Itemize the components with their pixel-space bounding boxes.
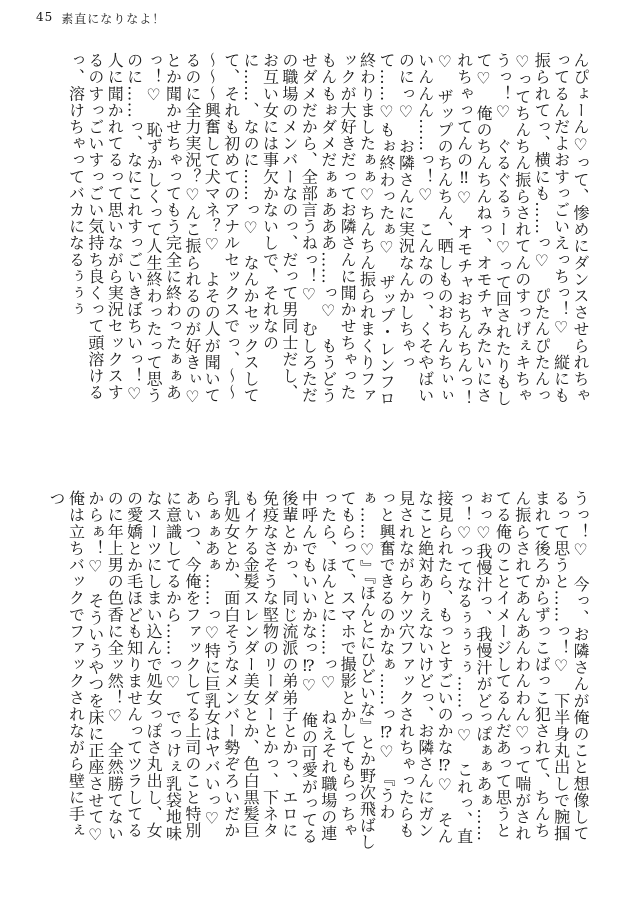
lower-text-block [47,490,590,862]
page-header [36,10,165,27]
page-number: 45 [36,10,54,24]
running-title: 素直になりなよ！ [61,12,166,26]
upper-body-text: んぴょーん♡って、惨めにダンスさせられちゃってるんだよおすっごいえっちっ！♡ 縦にも振られてっ、横にも……っ♡ ぴたんぴたんっ♡ってちんちん振らされてんのすっげぇキちゃうっ！♡ ぐるぐるぅー♡って回されたりもして♡ 俺のちんちんねっ、オモチャみたいにされちゃってんの‼♡ オモチャおちんちんっ！♡ ザップのちんちん、晒しものおちんちぃぃいんんん……っ！♡ こんなのっ、くそやばいのにっ♡ お隣さんに実況なんかしちゃって……♡もぉ終わったぁ♡ ザップ・レンフロ終わりましたぁぁ♡ちんちん振られまくりファックが大好きだってお隣さんに聞かせちゃったもんもぉダメだぁぁあああ……っ♡ もうどうせダメだから、全部言うねっ！♡ むしろただの職場のメンバーなのっ、だって男同士だし、お互い女には事欠かないしで、それなのに……、なのに……っ♡ なんかセックスしてて、それも初めてのアナルセックスでっ、～～～～～興奮して犬マネ？♡ よその人が聞いてるのに全力実況？♡んこ振られるのが好きぃ♡とか聞かせちゃってもう完全に終わったぁぁあっ！♡ 恥ずかしくって人生終わったって思うのに……っ、なにこれすっごいきぼちいっ！♡ 人に聞かれてるって思いながら実況セックスするのすっごいすっごい気持ち良くって頭溶けるっ、溶けちゃってバカになるぅぅぅ [66,52,590,421]
lower-body-text: うっ！♡ 今っ、お隣さんが俺のこと想像してるって思うと……っ！♡ 下半身丸出しで腕掴まれて後ろからずっこばっこ犯されて、ちんちん振らされてあんあんわんわん♡って喘がされてる俺のことイメージしてるんだあって思うとぉっ♡我慢汁っ、我慢汁がどっぽぁぁあぁ……っ！♡ってなるぅぅぅぅ……っ♡ これっ、直接見られたら、もっとすごいのかな⁉♡ そんなこと絶対ありえないけどっ、お隣さんにガン見されながらケツ穴ファックされちゃったらもっと興奮できるのかなぁ……っ⁉♡ 『うわぁ……♡』『ほんとにひどいな』とか野次飛ばしてもらって、スマホで撮影とかしてもらっちゃったら、ほんとに……っ♡ ねえそれ職場の連中呼んでもいいかなっ⁉♡ 俺の可愛がってる後輩とかっ、同じ流派の弟弟子とかっ、エロに免疫なさそうな堅物のリーダーとかっ、下ネタもイケる金髪スレンダー美女とか、色白黒髪巨乳処女とか、面白そうなメンバー勢ぞろいだからぁぁあぁ……っ♡特に巨乳女はヤバいっ♡ あいつ、今俺をファックしてる上司のこと特別に意識してるから……っ♡ でっけぇ乳袋地味なスーツにしまい込んで処女っぽさ丸出し、女の愛嬌とか毛ほども知りませんってツラしてるのに年上男の色香に全ッ然！♡ 全然勝てないからぁ！♡ そういうやつを床に正座させて♡ 俺は立ちバックでファックされながら壁に手ぇつ [47,490,590,862]
upper-text-block [60,52,590,421]
